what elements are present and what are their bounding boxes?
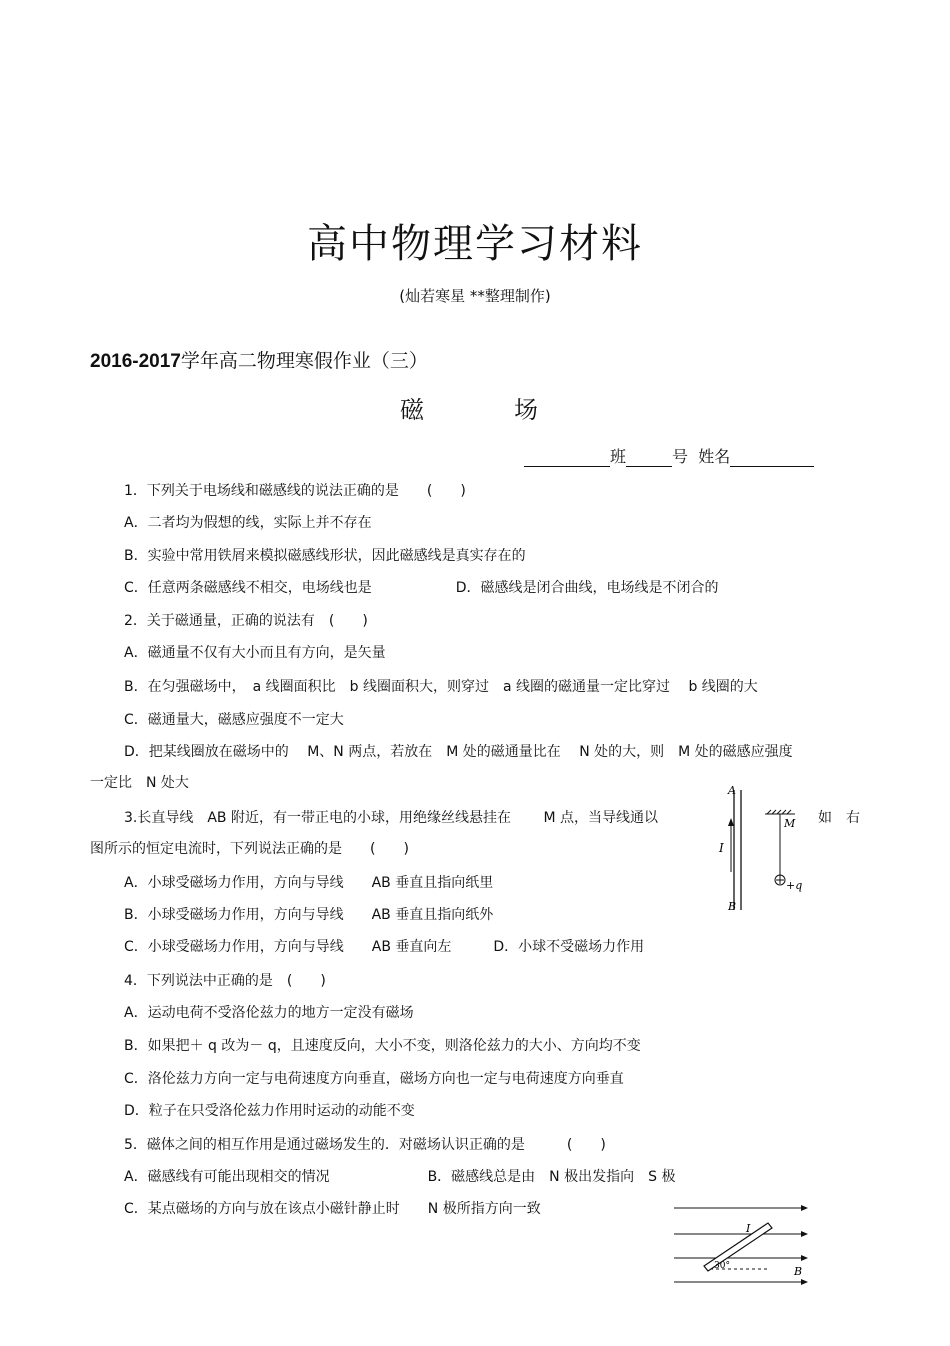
q5-option-c: C．某点磁场的方向与放在该点小磁针静止时 N 极所指方向一致	[124, 1201, 541, 1217]
homework-title-text: 学年高二物理寒假作业（三）	[180, 350, 428, 372]
q3-option-cd: C．小球受磁场力作用，方向与导线 AB 垂直向左 D．小球不受磁场力作用	[124, 939, 645, 955]
homework-title	[90, 346, 428, 373]
name-label: 姓名	[698, 447, 731, 466]
class-info-line	[524, 444, 814, 467]
q2-option-b: B．在匀强磁场中， a 线圈面积比 b 线圈面积大，则穿过 a 线圈的磁通量一定比穿过 b 线圈的大	[124, 679, 758, 695]
current-arrow-icon	[728, 818, 734, 826]
topic-title	[400, 390, 538, 425]
topic-left: 磁	[400, 396, 424, 424]
q1-option-b: B．实验中常用铁屑来模拟磁感线形状，因此磁感线是真实存在的	[124, 548, 526, 564]
q3-stem-right: 如 右	[818, 810, 860, 826]
q2-option-c: C．磁通量大，磁感应强度不一定大	[124, 712, 344, 728]
subtitle: (灿若寒星 **整理制作)	[399, 287, 551, 305]
angle-label: 30°	[714, 1261, 730, 1271]
q3-option-b: B．小球受磁场力作用，方向与导线 AB 垂直且指向纸外	[124, 907, 494, 923]
q3-option-a: A．小球受磁场力作用，方向与导线 AB 垂直且指向纸里	[124, 875, 494, 891]
q1-option-cd: C．任意两条磁感线不相交，电场线也是 D．磁感线是闭合曲线，电场线是不闭合的	[124, 580, 719, 596]
name-blank	[730, 450, 814, 467]
wire-end-label-a: A	[728, 784, 736, 797]
q4-option-a: A．运动电荷不受洛伦兹力的地方一定没有磁场	[124, 1005, 414, 1021]
q2-option-a: A．磁通量不仅有大小而且有方向，是矢量	[124, 645, 386, 661]
field-label: B	[794, 1265, 803, 1278]
q3-stem-cont: 图所示的恒定电流时，下列说法正确的是 ( )	[90, 841, 409, 857]
q2-option-d-cont: 一定比 N 处大	[90, 775, 189, 791]
q3-stem: 3.长直导线 AB 附近，有一带正电的小球，用绝缘丝线悬挂在 M 点，当导线通以	[124, 810, 658, 826]
wire-charge-figure	[710, 780, 810, 915]
q1-stem: 1．下列关于电场线和磁感线的说法正确的是 ( )	[124, 483, 466, 499]
rod-in-field-figure	[670, 1196, 815, 1290]
charge-label: +q	[786, 879, 803, 892]
suspension-point-label: M	[784, 817, 796, 830]
rod-current-label: I	[746, 1222, 751, 1235]
q2-option-d: D．把某线圈放在磁场中的 M、N 两点，若放在 M 处的磁通量比在 N 处的大，则 M 处的磁感应强度	[124, 744, 793, 760]
number-label: 号	[672, 447, 689, 466]
class-label: 班	[610, 447, 627, 466]
q5-option-ab: A．磁感线有可能出现相交的情况 B．磁感线总是由 N 极出发指向 S 极	[124, 1169, 676, 1185]
q4-option-b: B．如果把＋ q 改为－ q，且速度反向，大小不变，则洛伦兹力的大小、方向均不变	[124, 1038, 641, 1054]
q4-stem: 4．下列说法中正确的是 ( )	[124, 973, 326, 989]
q4-option-c: C．洛伦兹力方向一定与电荷速度方向垂直，磁场方向也一定与电荷速度方向垂直	[124, 1071, 624, 1087]
number-blank	[626, 450, 672, 467]
topic-right: 场	[514, 396, 538, 424]
current-label: I	[719, 841, 724, 855]
wire-end-label-b: B	[728, 900, 737, 913]
main-title: 高中物理学习材料	[307, 221, 643, 267]
q5-stem: 5．磁体之间的相互作用是通过磁场发生的．对磁场认识正确的是 ( )	[124, 1137, 606, 1153]
q2-stem: 2．关于磁通量，正确的说法有 ( )	[124, 613, 368, 629]
q1-option-a: A．二者均为假想的线，实际上并不存在	[124, 515, 372, 531]
class-blank	[524, 450, 610, 467]
homework-year: 2016-2017	[90, 351, 181, 372]
q4-option-d: D．粒子在只受洛伦兹力作用时运动的动能不变	[124, 1103, 415, 1119]
